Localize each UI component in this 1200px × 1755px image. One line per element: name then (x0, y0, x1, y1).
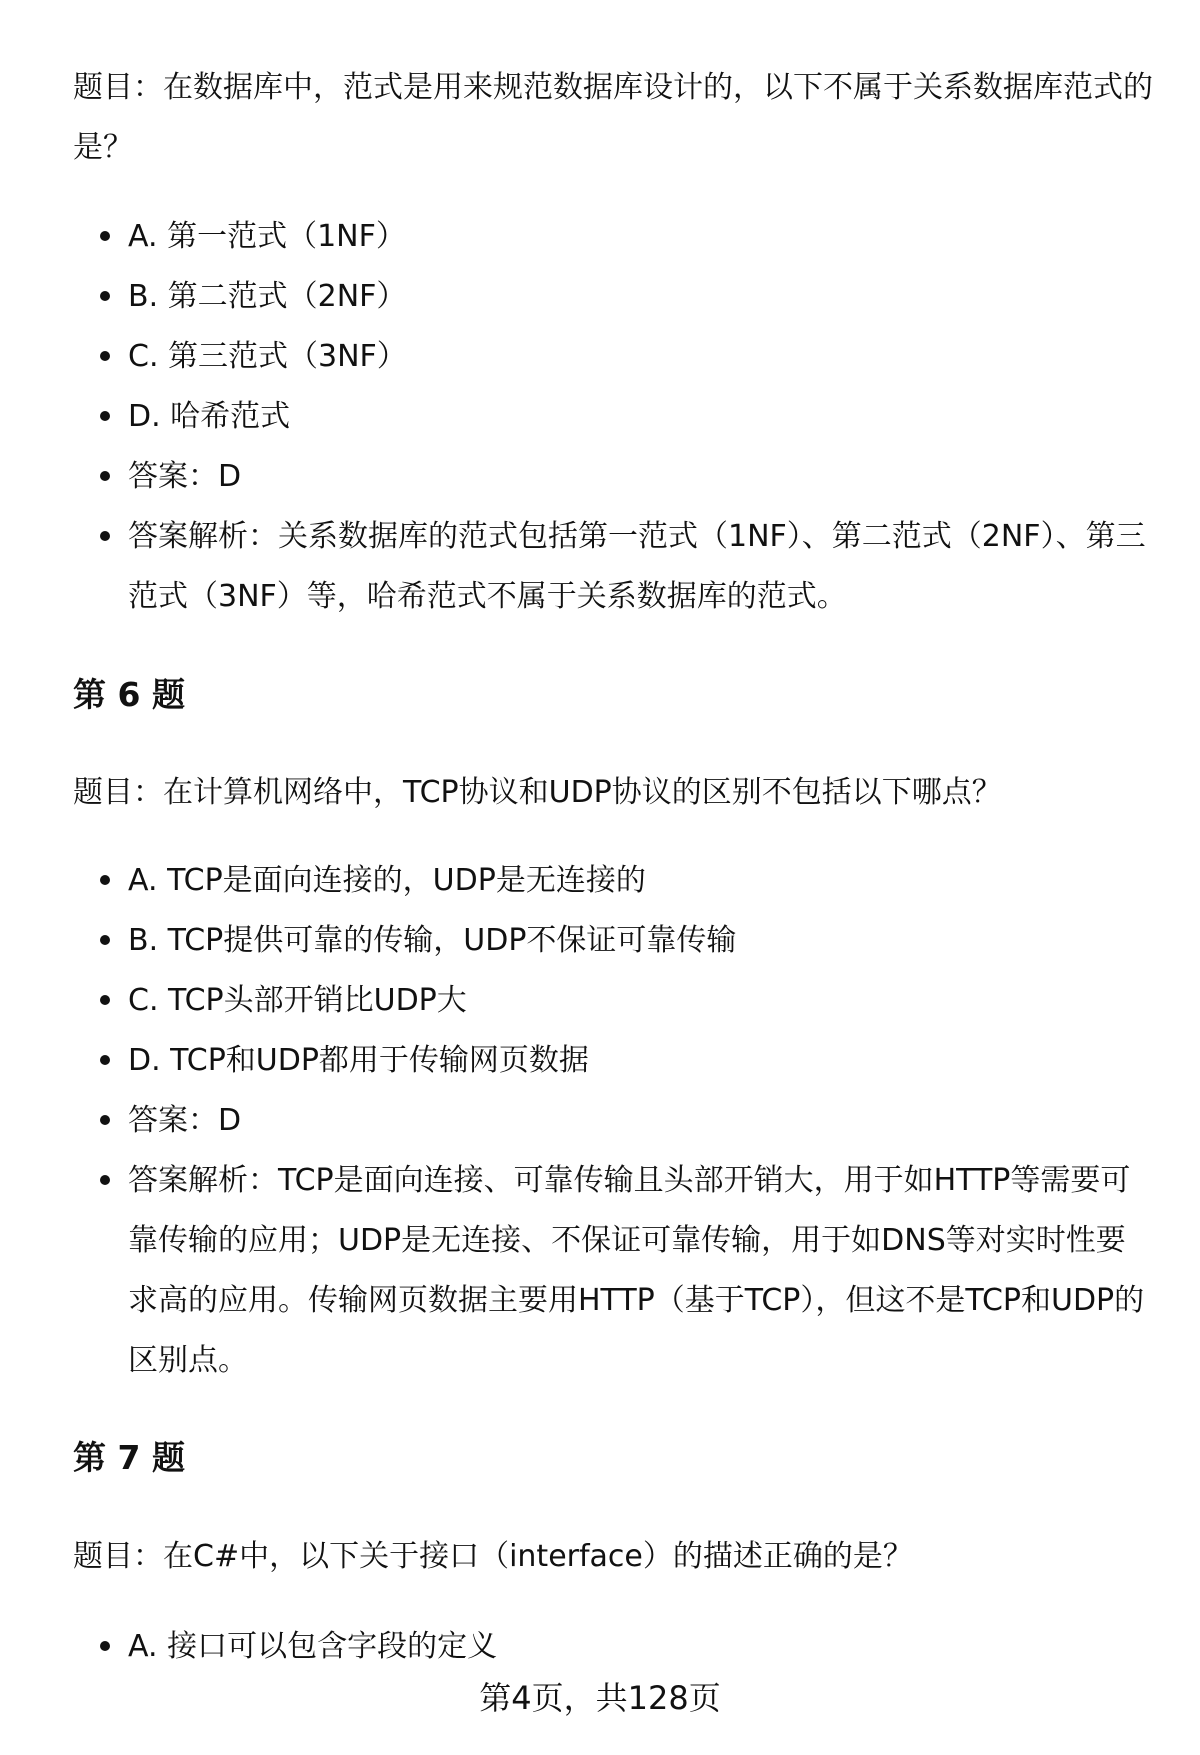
q6-answer: 答案：D (73, 1091, 1153, 1151)
q5-options (73, 207, 1153, 627)
q5-question: 题目：在数据库中，范式是用来规范数据库设计的，以下不属于关系数据库范式的是？ (73, 70, 1153, 165)
q6-question: 题目：在计算机网络中，TCP协议和UDP协议的区别不包括以下哪点？ (73, 775, 1002, 810)
q5-option-b: B. 第二范式（2NF） (73, 267, 1153, 327)
q6-option-b: B. TCP提供可靠的传输，UDP不保证可靠传输 (73, 911, 1153, 971)
q7-heading: 第 7 题 (73, 1438, 185, 1477)
q6-option-c: C. TCP头部开销比UDP大 (73, 971, 1153, 1031)
q5-option-d: D. 哈希范式 (73, 387, 1153, 447)
q6-heading: 第 6 题 (73, 675, 185, 714)
q5-option-a: A. 第一范式（1NF） (73, 207, 1153, 267)
q5-answer: 答案：D (73, 447, 1153, 507)
q7-question: 题目：在C#中，以下关于接口（interface）的描述正确的是？ (73, 1539, 913, 1574)
q5-explanation: 答案解析：关系数据库的范式包括第一范式（1NF）、第二范式（2NF）、第三范式（3NF）等，哈希范式不属于关系数据库的范式。 (73, 507, 1153, 627)
q6-explanation: 答案解析：TCP是面向连接、可靠传输且头部开销大，用于如HTTP等需要可靠传输的应用；UDP是无连接、不保证可靠传输，用于如DNS等对实时性要求高的应用。传输网页数据主要用HTTP（基于TCP），但这不是TCP和UDP的区别点。 (73, 1151, 1153, 1391)
q7-options (73, 1617, 1153, 1677)
q6-option-a: A. TCP是面向连接的，UDP是无连接的 (73, 851, 1153, 911)
q6-options (73, 851, 1153, 1391)
page-footer: 第4页，共128页 (479, 1679, 721, 1717)
q7-option-a: A. 接口可以包含字段的定义 (73, 1617, 1153, 1677)
q6-option-d: D. TCP和UDP都用于传输网页数据 (73, 1031, 1153, 1091)
q5-option-c: C. 第三范式（3NF） (73, 327, 1153, 387)
